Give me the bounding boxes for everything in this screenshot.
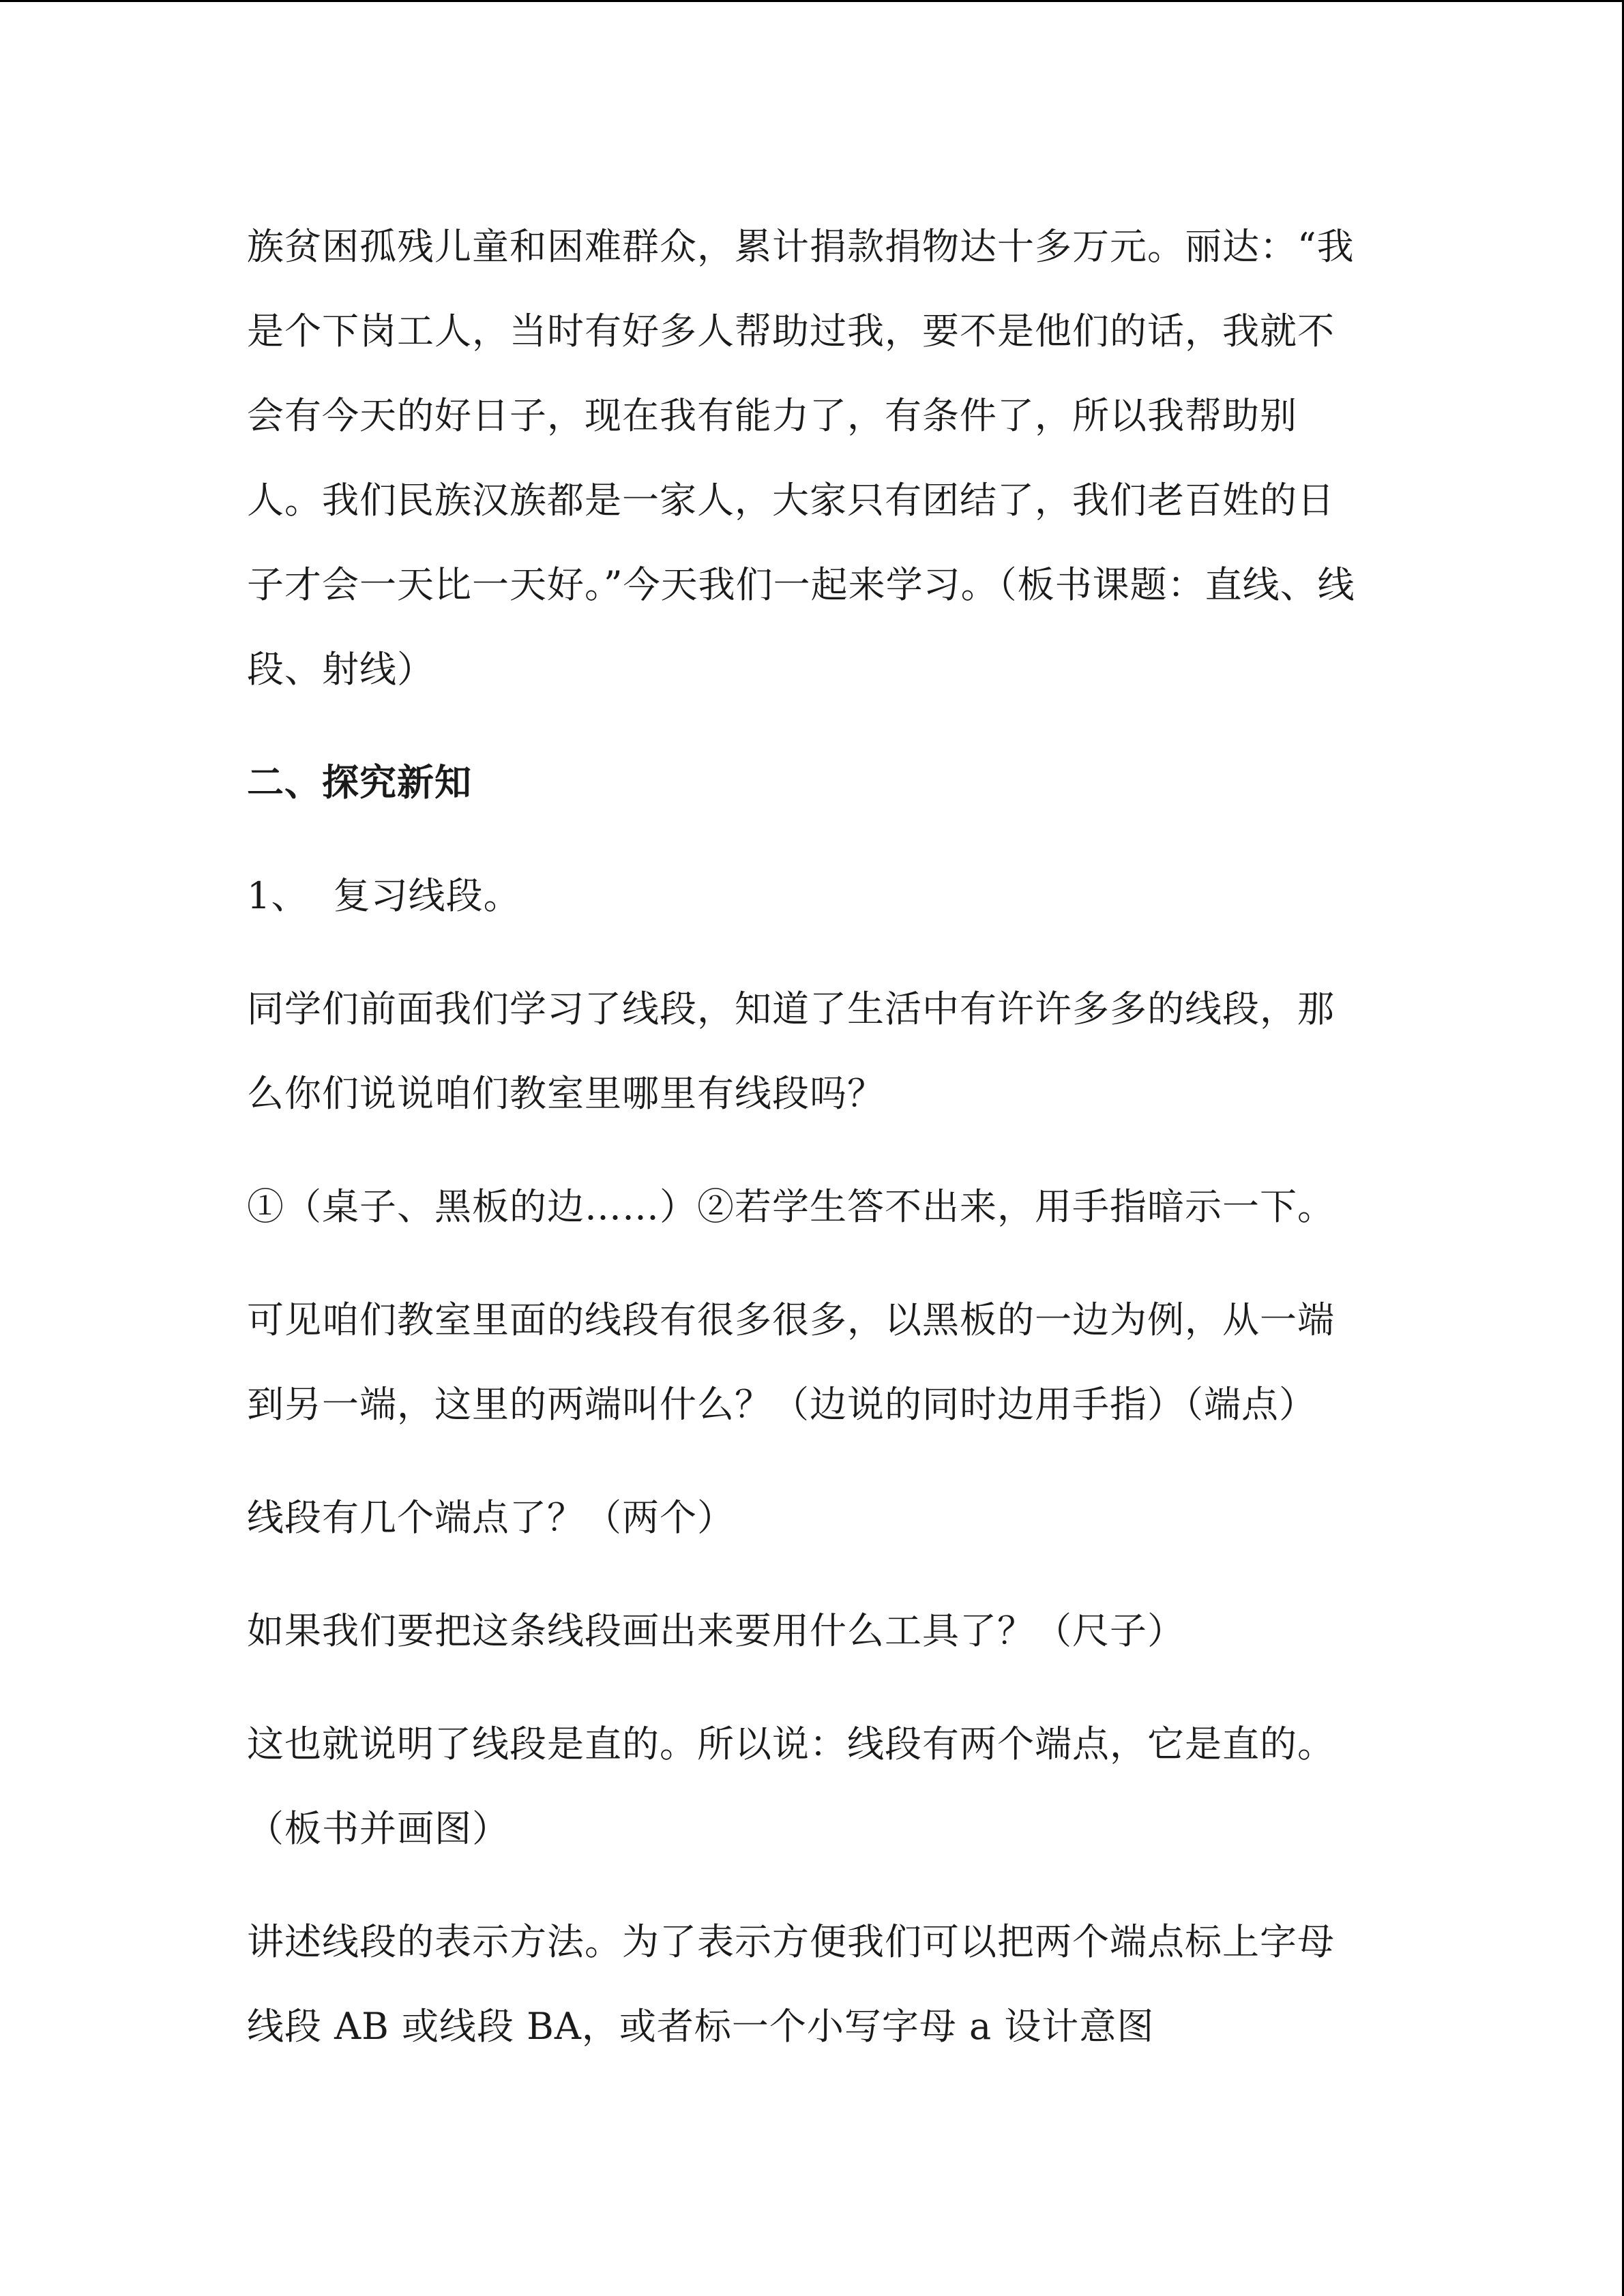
paragraph-endpoints-example: 可见咱们教室里面的线段有很多很多，以黑板的一边为例，从一端到另一端，这里的两端叫什么？（边说的同时边用手指）（端点） xyxy=(247,1298,1335,1426)
paragraph-drawing-tool: 如果我们要把这条线段画出来要用什么工具了？（尺子） xyxy=(247,1609,1185,1652)
section-heading-explore-new-knowledge: 二、探究新知 xyxy=(247,761,472,804)
page-top-border xyxy=(0,0,1624,2)
step-review-line-segment: 1、 复习线段。 xyxy=(247,874,521,917)
document-body xyxy=(247,205,1365,2098)
paragraph-question-segments-in-classroom: 同学们前面我们学习了线段，知道了生活中有许许多多的线段，那么你们说说咱们教室里哪里有线段吗？ xyxy=(247,987,1335,1115)
paragraph-segment-notation: 讲述线段的表示方法。为了表示方便我们可以把两个端点标上字母线段 AB 或线段 BA，或者标一个小写字母 a 设计意图 xyxy=(247,1920,1335,2048)
paragraph-how-many-endpoints: 线段有几个端点了？（两个） xyxy=(247,1496,735,1539)
paragraph-student-answers: ①（桌子、黑板的边……）②若学生答不出来，用手指暗示一下。 xyxy=(247,1185,1335,1228)
paragraph-intro-story: 族贫困孤残儿童和困难群众，累计捐款捐物达十多万元。丽达：“我是个下岗工人，当时有好多人帮助过我，要不是他们的话，我就不会有今天的好日子，现在我有能力了，有条件了，所以我帮助别人。我们民族汉族都是一家人，大家只有团结了，我们老百姓的日子才会一天比一天好。”今天我们一起来学习。（板书课题：直线、线段、射线） xyxy=(247,225,1355,691)
paragraph-segment-is-straight: 这也就说明了线段是直的。所以说：线段有两个端点，它是直的。（板书并画图） xyxy=(247,1723,1335,1850)
